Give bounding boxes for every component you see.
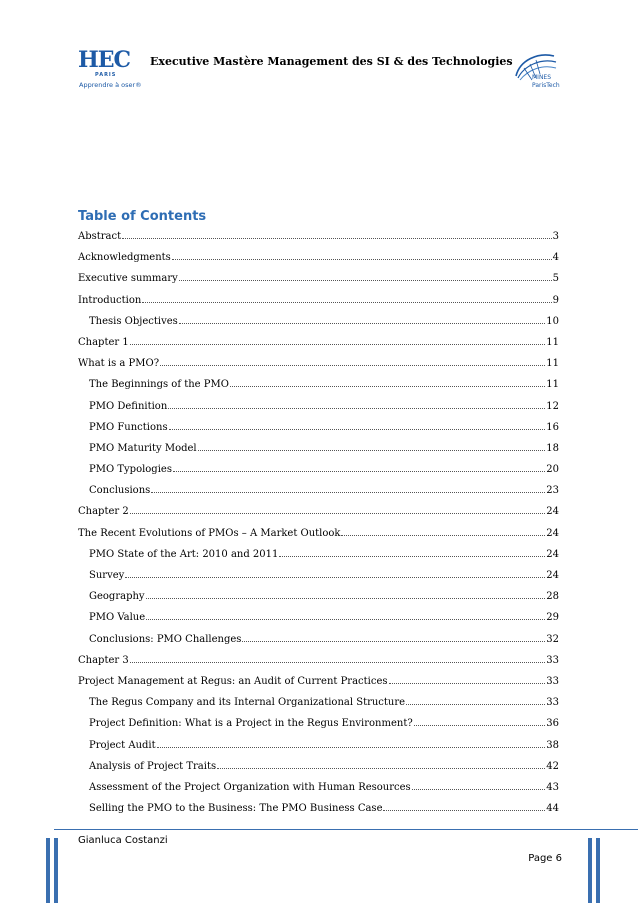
- toc-entry[interactable]: [78, 675, 559, 696]
- toc-entry-page: 18: [546, 442, 559, 454]
- toc-entry-title: PMO Typologies: [89, 464, 172, 476]
- hec-logo-tagline: Apprendre à oser®: [79, 81, 142, 89]
- toc-entry-page: 38: [546, 739, 559, 751]
- toc-leader-dots: [168, 400, 545, 409]
- toc-entry-title: The Recent Evolutions of PMOs – A Market Outlook: [78, 527, 341, 539]
- toc-entry-title: Project Audit: [89, 739, 156, 751]
- toc-leader-dots: [179, 315, 545, 324]
- toc-entry[interactable]: [78, 230, 559, 251]
- toc-entry-page: 11: [546, 379, 559, 391]
- toc-entry-title: PMO Value: [89, 612, 146, 624]
- hec-logo: [78, 46, 148, 94]
- toc-entry[interactable]: [78, 484, 559, 505]
- toc-entry-title: Executive summary: [78, 273, 178, 285]
- toc-entry-page: 16: [546, 421, 559, 433]
- toc-leader-dots: [179, 272, 552, 281]
- toc-title: Table of Contents: [78, 209, 207, 224]
- footer-divider: [54, 829, 638, 830]
- toc-entry-title: Chapter 2: [78, 506, 129, 518]
- header-title: Executive Mastère Management des SI & des Technologies: [150, 55, 513, 68]
- toc-entry-page: 11: [546, 358, 559, 370]
- toc-leader-dots: [130, 505, 546, 514]
- toc-entry-page: 4: [552, 252, 559, 264]
- toc-entry[interactable]: [78, 633, 559, 654]
- mines-logo-line2: ParisTech: [532, 82, 560, 89]
- toc-entry-page: 10: [546, 315, 559, 327]
- hec-logo-letters: HEC: [78, 47, 131, 73]
- toc-leader-dots: [341, 527, 545, 536]
- toc-entry[interactable]: [78, 336, 559, 357]
- toc-leader-dots: [151, 484, 545, 493]
- toc-entry-page: 20: [546, 464, 559, 476]
- footer-bar-decoration: [588, 838, 592, 903]
- toc-entry-title: Conclusions: [89, 485, 151, 497]
- toc-entry-title: PMO Functions: [89, 421, 168, 433]
- toc-leader-dots: [198, 442, 546, 451]
- toc-entry[interactable]: [78, 442, 559, 463]
- page-number: Page 6: [528, 853, 562, 864]
- toc-entry-page: 33: [546, 654, 559, 666]
- toc-entry[interactable]: [78, 548, 559, 569]
- hec-logo-mark: [78, 46, 148, 94]
- toc-entry-title: Selling the PMO to the Business: The PMO Business Case: [89, 803, 383, 815]
- toc-entry-page: 33: [546, 675, 559, 687]
- footer-bar-decoration: [54, 838, 58, 903]
- mines-logo-text: [532, 74, 560, 90]
- toc-entry-page: 36: [546, 718, 559, 730]
- toc-entry[interactable]: [78, 463, 559, 484]
- toc-leader-dots: [142, 294, 551, 303]
- toc-entry[interactable]: [78, 357, 559, 378]
- toc-leader-dots: [130, 654, 546, 663]
- toc-entry-page: 5: [552, 273, 559, 285]
- toc-entry-page: 24: [546, 506, 559, 518]
- toc-entry-page: 24: [546, 548, 559, 560]
- toc-entry[interactable]: [78, 294, 559, 315]
- toc-entry-title: Analysis of Project Traits: [89, 760, 217, 772]
- toc-entry[interactable]: [78, 315, 559, 336]
- toc-entry[interactable]: [78, 272, 559, 293]
- toc-leader-dots: [217, 760, 545, 769]
- toc-entry[interactable]: [78, 400, 559, 421]
- mines-paristech-logo: [510, 46, 570, 96]
- toc-entry-title: The Regus Company and its Internal Organizational Structure: [89, 697, 406, 709]
- toc-entry-page: 12: [546, 400, 559, 412]
- toc-entry[interactable]: [78, 611, 559, 632]
- toc-entry[interactable]: [78, 781, 559, 802]
- toc-leader-dots: [242, 633, 545, 642]
- toc-leader-dots: [412, 781, 546, 790]
- toc-leader-dots: [414, 717, 546, 726]
- toc-entry[interactable]: [78, 505, 559, 526]
- toc-leader-dots: [130, 336, 546, 345]
- footer-author: Gianluca Costanzi: [78, 835, 168, 846]
- toc-entry-page: 11: [546, 336, 559, 348]
- toc-entry[interactable]: [78, 569, 559, 590]
- toc-leader-dots: [406, 696, 545, 705]
- toc-entry-title: PMO Definition: [89, 400, 168, 412]
- toc-leader-dots: [230, 378, 545, 387]
- footer-bar-decoration: [46, 838, 50, 903]
- toc-entry-page: 43: [546, 781, 559, 793]
- toc-entry-title: PMO Maturity Model: [89, 442, 197, 454]
- toc-entry-title: Abstract: [78, 231, 122, 242]
- toc-entry[interactable]: [78, 760, 559, 781]
- toc-entry[interactable]: [78, 527, 559, 548]
- toc-entry-title: What is a PMO?: [78, 358, 160, 370]
- toc-entry-page: 28: [546, 591, 559, 603]
- toc-leader-dots: [146, 590, 546, 599]
- toc-entry-page: 24: [546, 570, 559, 581]
- toc-entry-title: Thesis Objectives: [89, 315, 178, 327]
- toc-entry[interactable]: [78, 802, 559, 823]
- toc-leader-dots: [279, 548, 545, 557]
- toc-entry-title: Project Definition: What is a Project in the Regus Environment?: [89, 718, 413, 730]
- toc-entry[interactable]: [78, 654, 559, 675]
- toc-entry[interactable]: [78, 696, 559, 717]
- table-of-contents: [78, 230, 559, 823]
- toc-entry[interactable]: [78, 590, 559, 611]
- toc-entry-page: 24: [546, 527, 559, 539]
- mines-logo-line1: MINES: [532, 74, 552, 81]
- toc-entry-page: 29: [546, 612, 559, 624]
- toc-leader-dots: [383, 802, 545, 811]
- toc-entry-page: 42: [546, 760, 559, 772]
- toc-entry-title: The Beginnings of the PMO: [89, 379, 229, 391]
- toc-entry-title: Survey: [89, 570, 125, 581]
- toc-leader-dots: [125, 569, 545, 578]
- toc-entry-title: Assessment of the Project Organization with Human Resources: [89, 781, 411, 793]
- toc-leader-dots: [389, 675, 546, 684]
- toc-entry[interactable]: [78, 717, 559, 738]
- toc-leader-dots: [172, 251, 552, 260]
- toc-entry-title: Geography: [89, 591, 145, 603]
- toc-leader-dots: [146, 611, 545, 620]
- toc-entry-page: 9: [552, 294, 559, 306]
- toc-entry-title: Chapter 1: [78, 336, 129, 348]
- toc-leader-dots: [169, 421, 546, 430]
- toc-entry-page: 23: [546, 485, 559, 497]
- hec-logo-sub: PARIS: [95, 72, 117, 78]
- toc-leader-dots: [173, 463, 545, 472]
- toc-entry-page: 3: [552, 231, 559, 242]
- toc-entry-page: 32: [546, 633, 559, 645]
- toc-leader-dots: [122, 230, 551, 239]
- toc-leader-dots: [157, 739, 546, 748]
- toc-entry-page: 44: [546, 803, 559, 815]
- toc-leader-dots: [160, 357, 545, 366]
- footer-bar-decoration: [596, 838, 600, 903]
- toc-entry[interactable]: [78, 251, 559, 272]
- toc-entry-title: Acknowledgments: [78, 252, 171, 264]
- toc-entry[interactable]: [78, 378, 559, 399]
- toc-entry-title: Introduction: [78, 294, 142, 306]
- toc-entry-title: PMO State of the Art: 2010 and 2011: [89, 548, 279, 560]
- toc-entry[interactable]: [78, 421, 559, 442]
- toc-entry-title: Project Management at Regus: an Audit of Current Practices: [78, 675, 388, 687]
- toc-entry-page: 33: [546, 697, 559, 709]
- toc-entry-title: Chapter 3: [78, 654, 129, 666]
- toc-entry[interactable]: [78, 739, 559, 760]
- toc-entry-title: Conclusions: PMO Challenges: [89, 633, 242, 645]
